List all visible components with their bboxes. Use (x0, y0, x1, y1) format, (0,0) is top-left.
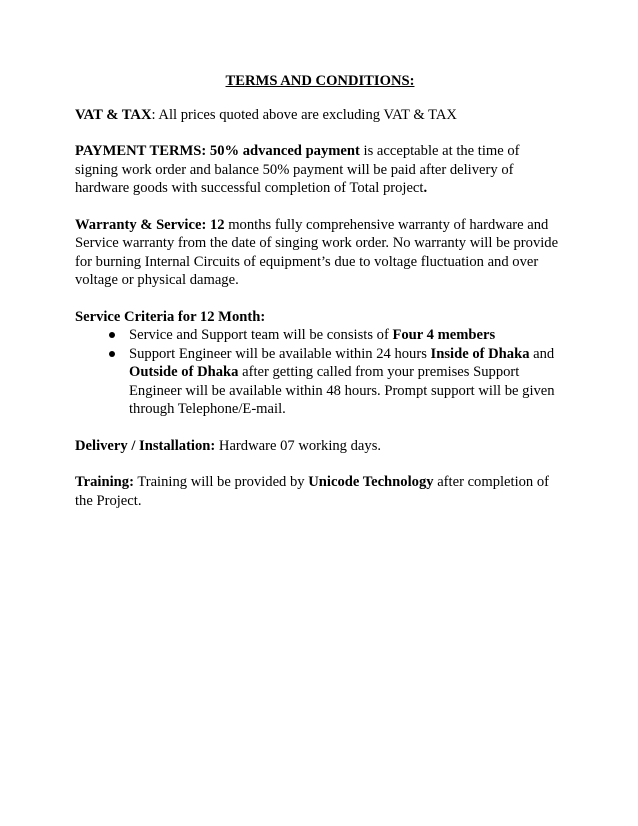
payment-terms-emphasis: 50% advanced payment (209, 143, 360, 159)
delivery-clause (75, 437, 565, 456)
service-criteria-list (75, 326, 565, 419)
criteria-item-text-rest: after getting called from your premises Support Engineer will be available within 48 hours. Prompt support will be given through Telephone/E-mail. (129, 364, 555, 417)
training-clause (75, 473, 565, 510)
payment-terms-clause (75, 142, 565, 198)
criteria-item-text-and: and (529, 345, 555, 362)
vat-tax-text: : All prices quoted above are excluding VAT & TAX (151, 106, 457, 123)
criteria-item-emphasis: Four 4 members (392, 327, 496, 343)
warranty-months: 12 (209, 216, 225, 233)
vat-tax-clause (75, 106, 565, 125)
bullet-icon (109, 351, 115, 357)
criteria-item-emphasis-outside: Outside of Dhaka (129, 364, 239, 380)
delivery-label: Delivery / Installation: (75, 437, 216, 454)
training-text: Training will be provided by (133, 474, 309, 490)
list-item (75, 326, 565, 345)
warranty-clause (75, 216, 565, 290)
payment-terms-label: PAYMENT TERMS: (75, 143, 207, 159)
criteria-item-text: Support Engineer will be available within 24 hours (129, 345, 431, 362)
training-text-end: after completion of the Project. (75, 474, 550, 509)
warranty-label: Warranty & Service: (75, 216, 207, 233)
service-criteria-heading (75, 308, 565, 327)
list-item (75, 345, 565, 419)
delivery-text: Hardware 07 working days. (215, 437, 382, 454)
payment-terms-end: . (423, 180, 428, 196)
vat-tax-label: VAT & TAX (75, 106, 152, 123)
service-criteria-section (75, 308, 565, 419)
criteria-item-text: Service and Support team will be consists of (129, 327, 393, 343)
criteria-item-emphasis-inside: Inside of Dhaka (430, 345, 530, 362)
bullet-icon (109, 332, 115, 338)
payment-terms-text: is acceptable at the time of signing work order and balance 50% payment will be paid after delivery of hardware goods with successful completion of Total project (75, 143, 520, 196)
training-label: Training: (75, 474, 134, 490)
document-body (75, 72, 565, 528)
warranty-text: months fully comprehensive warranty of hardware and Service warranty from the date of singing work order. No warranty will be provide for burning Internal Circuits of equipment’s due to voltage fluctuation and over voltage or physical damage. (75, 216, 559, 288)
service-criteria-heading-text: Service Criteria for 12 Month: (75, 308, 266, 325)
training-company: Unicode Technology (308, 474, 434, 490)
document-title: TERMS AND CONDITIONS: (225, 73, 415, 89)
